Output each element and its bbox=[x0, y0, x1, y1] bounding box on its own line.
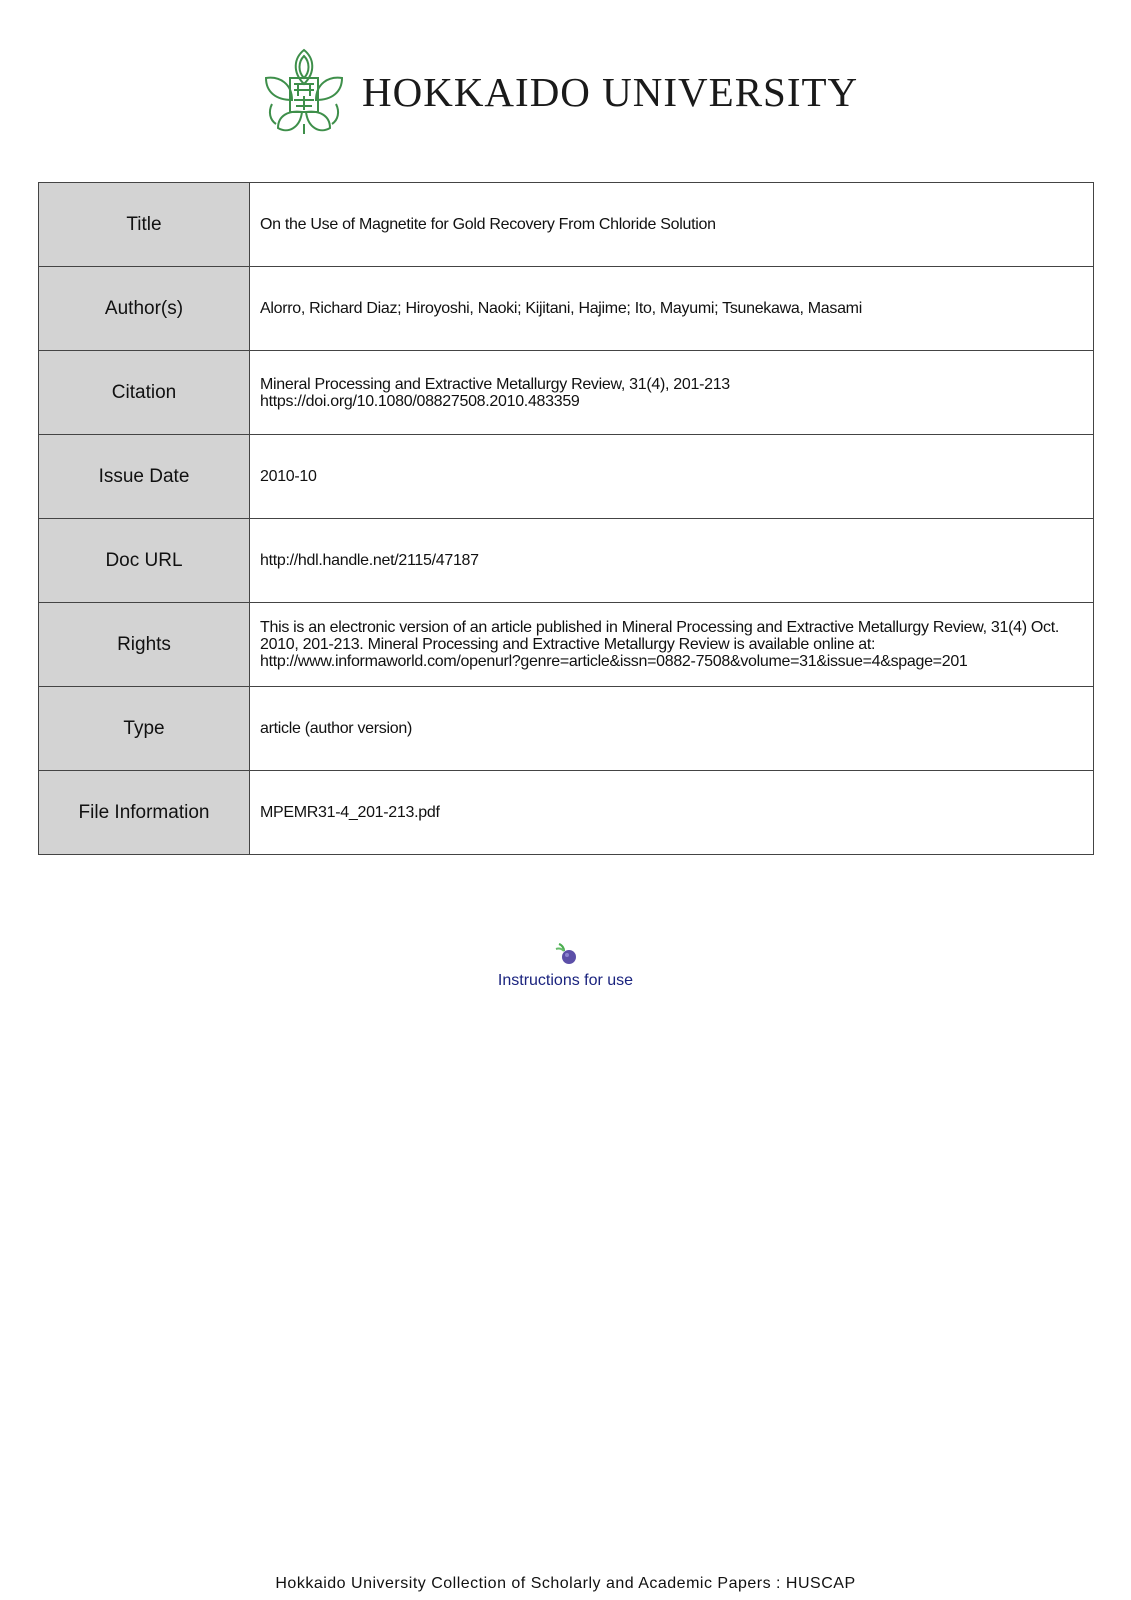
metadata-value bbox=[250, 519, 1094, 603]
metadata-value-line: Alorro, Richard Diaz; Hiroyoshi, Naoki; Kijitani, Hajime; Ito, Mayumi; Tsunekawa, Masami bbox=[260, 300, 862, 317]
instructions-section bbox=[0, 942, 1131, 990]
metadata-row bbox=[39, 519, 1094, 603]
metadata-value-line: On the Use of Magnetite for Gold Recovery From Chloride Solution bbox=[260, 216, 716, 233]
blueberry-icon bbox=[553, 942, 579, 966]
university-name: HOKKAIDO UNIVERSITY bbox=[362, 69, 859, 115]
metadata-label: Type bbox=[39, 687, 250, 771]
metadata-row bbox=[39, 267, 1094, 351]
metadata-value-line: MPEMR31-4_201-213.pdf bbox=[260, 804, 440, 821]
metadata-label: Doc URL bbox=[39, 519, 250, 603]
metadata-value bbox=[250, 267, 1094, 351]
metadata-label: File Information bbox=[39, 771, 250, 855]
page-header bbox=[258, 44, 858, 140]
metadata-value-line: 2010-10 bbox=[260, 468, 317, 485]
metadata-row bbox=[39, 435, 1094, 519]
metadata-value-line: article (author version) bbox=[260, 720, 412, 737]
metadata-label: Author(s) bbox=[39, 267, 250, 351]
metadata-label: Rights bbox=[39, 603, 250, 687]
hokkaido-university-seal-icon bbox=[258, 44, 350, 140]
metadata-row bbox=[39, 771, 1094, 855]
metadata-value bbox=[250, 351, 1094, 435]
metadata-value-line: http://hdl.handle.net/2115/47187 bbox=[260, 552, 479, 569]
metadata-value-line: Mineral Processing and Extractive Metallurgy Review, 31(4), 201-213 bbox=[260, 375, 730, 393]
metadata-value bbox=[250, 183, 1094, 267]
metadata-value bbox=[250, 435, 1094, 519]
page-footer: Hokkaido University Collection of Scholarly and Academic Papers : HUSCAP bbox=[275, 1575, 856, 1592]
metadata-table bbox=[38, 182, 1094, 855]
metadata-value-line: 2010, 201-213. Mineral Processing and Extractive Metallurgy Review is available online at: bbox=[260, 636, 876, 653]
metadata-value bbox=[250, 771, 1094, 855]
metadata-row bbox=[39, 687, 1094, 771]
metadata-value-line: http://www.informaworld.com/openurl?genre=article&issn=0882-7508&volume=31&issue=4&spage=201 bbox=[260, 653, 968, 670]
metadata-value bbox=[250, 603, 1094, 687]
instructions-for-use-link[interactable]: Instructions for use bbox=[497, 972, 634, 989]
metadata-row bbox=[39, 603, 1094, 687]
metadata-row bbox=[39, 351, 1094, 435]
metadata-label: Title bbox=[39, 183, 250, 267]
metadata-value-line: https://doi.org/10.1080/08827508.2010.483359 bbox=[260, 392, 580, 410]
metadata-row bbox=[39, 183, 1094, 267]
metadata-value bbox=[250, 687, 1094, 771]
metadata-label: Citation bbox=[39, 351, 250, 435]
metadata-label: Issue Date bbox=[39, 435, 250, 519]
metadata-value-line: This is an electronic version of an article published in Mineral Processing and Extractive Metallurgy Review, 31(4) Oct. bbox=[260, 619, 1060, 636]
